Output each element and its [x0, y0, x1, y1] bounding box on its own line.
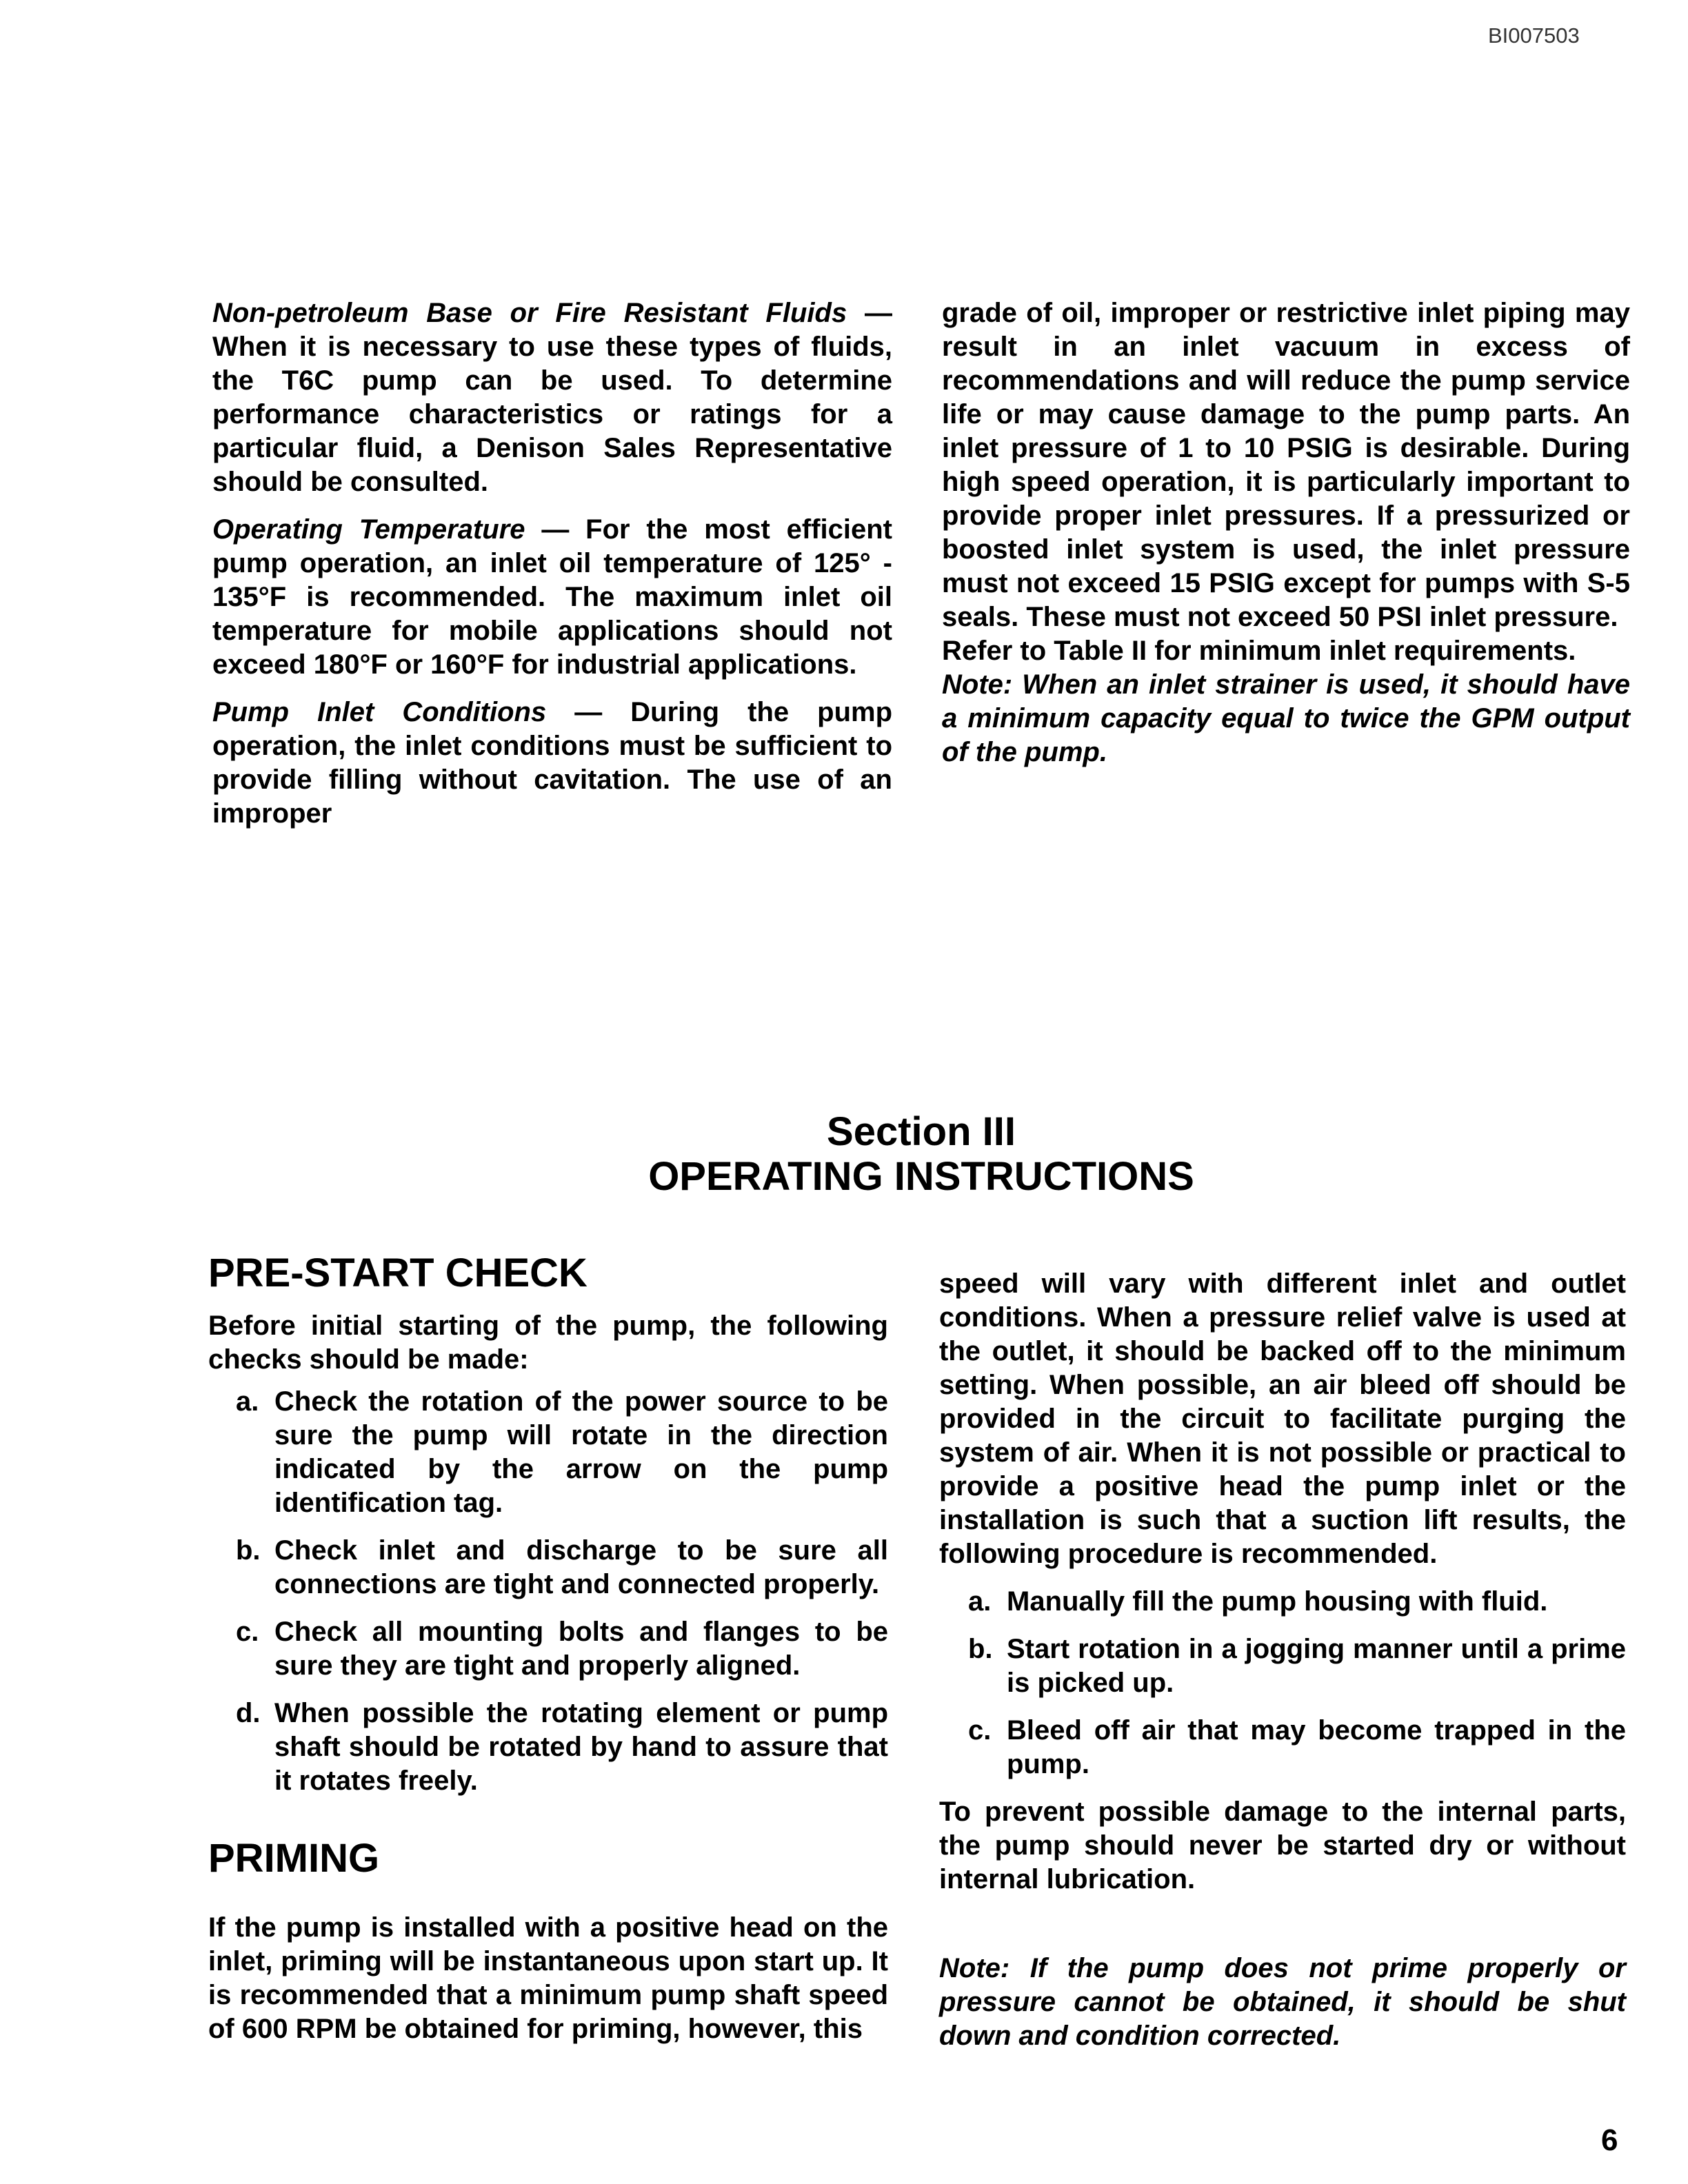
item-marker: a. — [968, 1586, 992, 1617]
top-left-column — [212, 296, 892, 831]
bottom-right-column — [939, 1267, 1626, 2053]
temperature-paragraph — [212, 513, 892, 682]
priming-paragraph-1: If the pump is installed with a positive head on the inlet, priming will be instantaneous upon start up. It is recommended that a minimum pump shaft speed of 600 RPM be obtained for priming, however, this — [208, 1912, 888, 2044]
item-text: Manually fill the pump housing with fluid. — [1007, 1586, 1548, 1617]
fluids-paragraph — [212, 296, 892, 499]
list-item — [939, 1632, 1626, 1700]
top-right-column — [942, 296, 1630, 769]
item-marker: b. — [236, 1535, 261, 1566]
section-title: OPERATING INSTRUCTIONS — [648, 1154, 1194, 1199]
prestart-list — [208, 1385, 888, 1798]
priming-note: Note: If the pump does not prime properly or pressure cannot be obtained, it should be shut down and condition corrected. — [939, 1953, 1626, 2051]
item-marker: d. — [236, 1698, 261, 1728]
prestart-intro: Before initial starting of the pump, the following checks should be made: — [208, 1311, 888, 1375]
item-text: Check inlet and discharge to be sure all connections are tight and connected properly. — [274, 1535, 888, 1599]
priming-heading: PRIMING — [208, 1836, 380, 1881]
inlet-conditions-paragraph — [212, 696, 892, 831]
page-number: 6 — [1601, 2123, 1618, 2157]
list-item — [939, 1714, 1626, 1781]
list-item — [208, 1385, 888, 1520]
item-text: Start rotation in a jogging manner until a prime is picked up. — [1007, 1634, 1626, 1698]
temperature-text: — For the most efficient pump operation, an inlet oil temperature of 125° - 135°F is recommended. The maximum inlet oil temperature for mobile applications should not exceed 180°F or 160°F for industrial applications. — [212, 514, 892, 680]
item-text: Check the rotation of the power source to be sure the pump will rotate in the direction indicated by the arrow on the pump identification tag. — [274, 1386, 888, 1518]
prestart-heading: PRE-START CHECK — [208, 1251, 587, 1295]
document-id: BI007503 — [1488, 23, 1580, 48]
priming-paragraph-2: speed will vary with different inlet and outlet conditions. When a pressure relief valve is used at the outlet, it should be backed off to the minimum setting. When possible, an air bleed off should be provided in the circuit to facilitate purging the system of air. When it is not possible or practical to provide a positive head the pump inlet or the installation is such that a suction lift results, the following procedure is recommended. — [939, 1268, 1626, 1569]
item-marker: c. — [236, 1617, 259, 1647]
bottom-left-column — [208, 1251, 888, 2046]
item-text: Bleed off air that may become trapped in the pump. — [1007, 1715, 1626, 1779]
inlet-conditions-text: — During the pump operation, the inlet conditions must be sufficient to provide filling without cavitation. The use of an improper — [212, 697, 892, 829]
fluids-lead: Non-petroleum Base or Fire Resistant Fluids — [212, 298, 847, 328]
list-item — [939, 1585, 1626, 1619]
list-item — [208, 1615, 888, 1683]
table-reference: Refer to Table II for minimum inlet requirements. — [942, 636, 1576, 666]
list-item — [208, 1534, 888, 1601]
temperature-lead: Operating Temperature — [212, 514, 525, 545]
inlet-conditions-lead: Pump Inlet Conditions — [212, 697, 547, 727]
section-number: Section III — [827, 1109, 1016, 1154]
item-marker: b. — [968, 1634, 993, 1664]
item-text: Check all mounting bolts and flanges to be sure they are tight and properly aligned. — [274, 1617, 888, 1681]
strainer-note: Note: When an inlet strainer is used, it should have a minimum capacity equal to twice the GPM output of the pump. — [942, 669, 1630, 767]
item-marker: c. — [968, 1715, 992, 1746]
priming-steps — [939, 1585, 1626, 1781]
fluids-text: — When it is necessary to use these types of fluids, the T6C pump can be used. To determine performance characteristics or ratings for a particular fluid, a Denison Sales Representative should be consulted. — [212, 298, 892, 497]
item-marker: a. — [236, 1386, 259, 1417]
item-text: When possible the rotating element or pump shaft should be rotated by hand to assure that it rotates freely. — [274, 1698, 888, 1796]
inlet-pressure-paragraph: grade of oil, improper or restrictive inlet piping may result in an inlet vacuum in excess of recommendations and will reduce the pump service life or may cause damage to the pump parts. An inlet pressure of 1 to 10 PSIG is desirable. During high speed operation, it is particularly important to provide proper inlet pressures. If a pressurized or boosted inlet system is used, the inlet pressure must not exceed 15 PSIG except for pumps with S-5 seals. These must not exceed 50 PSI inlet pressure. — [942, 298, 1630, 632]
priming-paragraph-3: To prevent possible damage to the internal parts, the pump should never be started dry or without internal lubrication. — [939, 1797, 1626, 1894]
list-item — [208, 1697, 888, 1798]
